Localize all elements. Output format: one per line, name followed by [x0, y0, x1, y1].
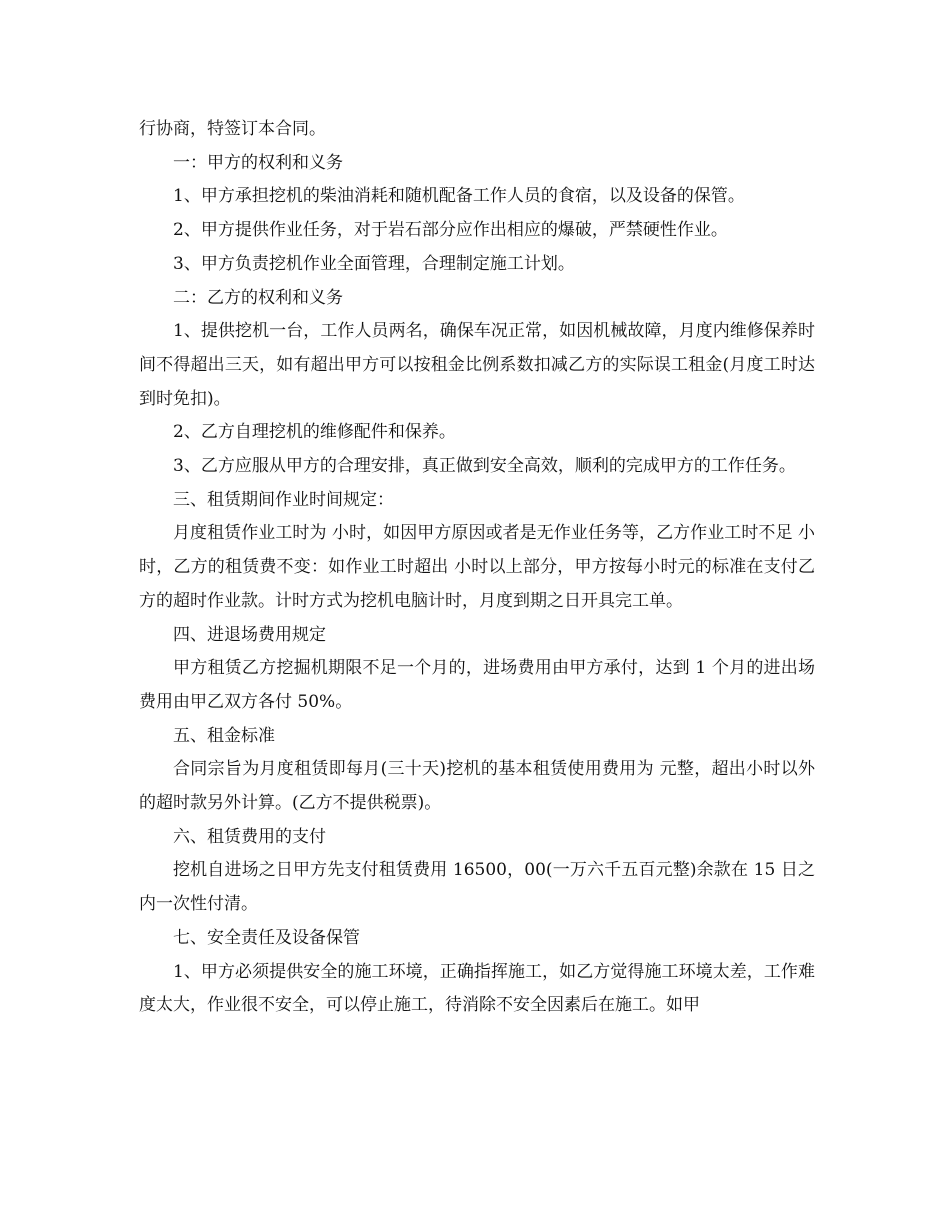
paragraph: 1、甲方必须提供安全的施工环境，正确指挥施工，如乙方觉得施工环境太差，工作难度太大，作业很不安全，可以停止施工，待消除不安全因素后在施工。如甲: [139, 961, 815, 1016]
paragraph: 月度租赁作业工时为 小时，如因甲方原因或者是无作业任务等，乙方作业工时不足 小时，乙方的租赁费不变：如作业工时超出 小时以上部分，甲方按每小时元的标准在支付乙方的超时作业款。计时方式为挖机电脑计时，月度到期之日开具完工单。: [139, 523, 815, 611]
paragraph: 1、甲方承担挖机的柴油消耗和随机配备工作人员的食宿，以及设备的保管。: [173, 186, 745, 207]
paragraph: 挖机自进场之日甲方先支付租赁费用 16500，00(一万六千五百元整)余款在 15 日之内一次性付清。: [139, 860, 815, 915]
section-heading-payment: 六、租赁费用的支付: [173, 826, 326, 847]
section-heading-party-b: 二：乙方的权利和义务: [173, 287, 343, 308]
section-heading-rent-standard: 五、租金标准: [173, 725, 275, 746]
paragraph: 3、甲方负责挖机作业全面管理，合理制定施工计划。: [173, 253, 575, 274]
paragraph: 2、乙方自理挖机的维修配件和保养。: [173, 422, 456, 443]
paragraph: 甲方租赁乙方挖掘机期限不足一个月的，进场费用由甲方承付，达到 1 个月的进出场费用由甲乙双方各付 50%。: [139, 658, 815, 712]
paragraph: 3、乙方应服从甲方的合理安排，真正做到安全高效，顺利的完成甲方的工作任务。: [173, 456, 796, 477]
paragraph: 合同宗旨为月度租赁即每月(三十天)挖机的基本租赁使用费用为 元整，超出小时以外的超时款另外计算。(乙方不提供税票)。: [139, 759, 815, 814]
document-body: [139, 113, 815, 1023]
paragraph: 1、提供挖机一台，工作人员两名，确保车况正常，如因机械故障，月度内维修保养时间不得超出三天，如有超出甲方可以按租金比例系数扣减乙方的实际误工租金(月度工时达到时免扣)。: [139, 321, 815, 409]
section-heading-work-hours: 三、租赁期间作业时间规定：: [173, 489, 394, 510]
section-heading-entry-exit-fees: 四、进退场费用规定: [173, 624, 326, 645]
paragraph-intro: 行协商，特签订本合同。: [139, 119, 326, 139]
section-heading-party-a: 一：甲方的权利和义务: [173, 152, 343, 173]
paragraph: 2、甲方提供作业任务，对于岩石部分应作出相应的爆破，严禁硬性作业。: [173, 220, 728, 241]
section-heading-safety: 七、安全责任及设备保管: [173, 927, 360, 948]
